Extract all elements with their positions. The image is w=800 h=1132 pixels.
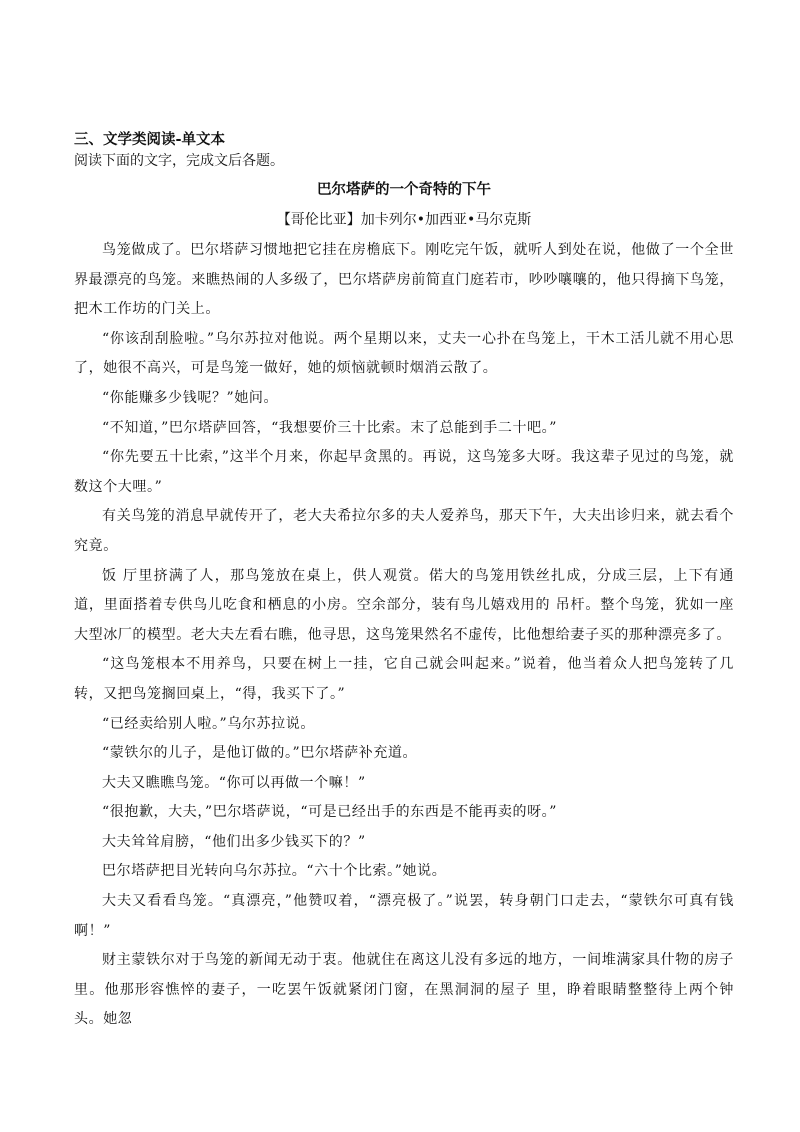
story-title: 巴尔塔萨的一个奇特的下午 xyxy=(317,181,491,198)
paragraph: “这鸟笼根本不用养鸟，只要在树上一挂，它自己就会叫起来。”说着，他当着众人把鸟笼转了几转，又把鸟笼搁回桌上，“得，我买下了。” xyxy=(74,656,734,702)
story-body xyxy=(74,236,734,1035)
author-line: 【哥伦比亚】加卡列尔•加西亚•马尔克斯 xyxy=(276,212,532,228)
document-page xyxy=(74,130,734,1035)
paragraph: 有关鸟笼的消息早就传开了，老大夫希拉尔多的夫人爱养鸟，那天下午，大夫出诊归来，就去看个究竟。 xyxy=(74,508,734,554)
paragraph: “你先要五十比索，”这半个月来，你起早贪黑的。再说，这鸟笼多大呀。我这辈子见过的鸟笼，就数这个大哩。” xyxy=(74,449,734,495)
paragraph: “你能赚多少钱呢？”她问。 xyxy=(102,389,279,406)
section-title: 三、文学类阅读-单文本 xyxy=(74,132,226,148)
paragraph: 大夫又瞧瞧鸟笼。“你可以再做一个嘛！” xyxy=(102,774,366,791)
paragraph: 大夫耸耸肩膀，“他们出多少钱买下的？” xyxy=(102,833,366,850)
paragraph: 财主蒙铁尔对于鸟笼的新闻无动于衷。他就住在离这儿没有多远的地方，一间堆满家具什物的房子里。他那形容憔悴的妻子，一吃罢午饭就紧闭门窗，在黑洞洞的屋子 里，睁着眼睛整整待上两个钟头。她忽 xyxy=(74,952,734,1028)
instruction-text: 阅读下面的文字，完成文后各题。 xyxy=(74,153,284,169)
paragraph: “你该刮刮脸啦。”乌尔苏拉对他说。两个星期以来，丈夫一心扑在鸟笼上，干木工活儿就不用心思了，她很不高兴，可是鸟笼一做好，她的烦恼就顿时烟消云散了。 xyxy=(74,330,734,377)
paragraph: 巴尔塔萨把目光转向乌尔苏拉。“六十个比索。”她说。 xyxy=(102,863,447,880)
paragraph: “很抱歉，大夫，”巴尔塔萨说，“可是已经出手的东西是不能再卖的呀。” xyxy=(102,804,558,821)
paragraph: “蒙铁尔的儿子，是他订做的。”巴尔塔萨补充道。 xyxy=(102,745,418,762)
paragraph: “不知道，”巴尔塔萨回答，“我想要价三十比索。末了总能到手二十吧。” xyxy=(102,419,558,436)
paragraph: 大夫又看看鸟笼。“真漂亮，”他赞叹着，“漂亮极了。”说罢，转身朝门口走去，“蒙铁尔可真有钱啊！” xyxy=(74,893,734,939)
paragraph: 鸟笼做成了。巴尔塔萨习惯地把它挂在房檐底下。刚吃完午饭，就听人到处在说，他做了一个全世界最漂亮的鸟笼。来瞧热闹的人多级了，巴尔塔萨房前简直门庭若市，吵吵嚷嚷的，他只得摘下鸟笼，把木工作坊的门关上。 xyxy=(74,242,734,318)
paragraph: “已经卖给别人啦。”乌尔苏拉说。 xyxy=(102,715,315,732)
paragraph: 饭 厅里挤满了人，那鸟笼放在桌上，供人观赏。偌大的鸟笼用铁丝扎成，分成三层，上下有通道，里面搭着专供鸟儿吃食和栖息的小房。空余部分，装有鸟儿嬉戏用的 吊杆。整个鸟笼，犹如一座大型冰厂的模型。老大夫左看右瞧，他寻思，这鸟笼果然名不虚传，比他想给妻子买的那种漂亮多了。 xyxy=(74,567,734,643)
